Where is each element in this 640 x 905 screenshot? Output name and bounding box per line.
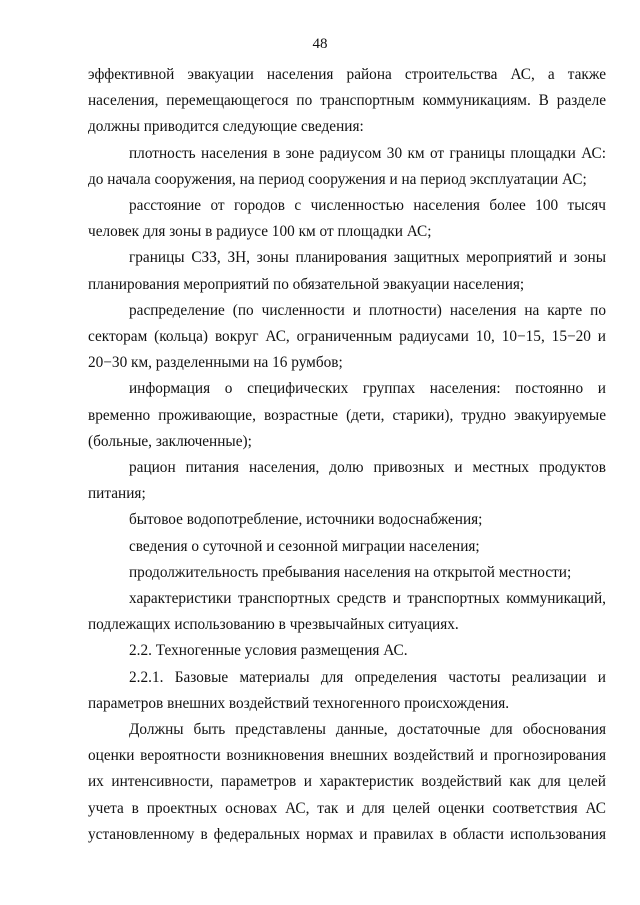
section-heading: 2.2. Техногенные условия размещения АС. bbox=[129, 642, 408, 660]
list-item: рацион питания населения, долю привозных и местных продуктов питания; bbox=[88, 459, 606, 503]
subsection-heading: 2.2.1. Базовые материалы для определения частоты реализации и параметров внешних воздействий техногенного происхождения. bbox=[88, 668, 606, 712]
list-item: сведения о суточной и сезонной миграции населения; bbox=[129, 537, 480, 555]
list-item: распределение (по численности и плотности) населения на карте по секторам (кольца) вокруг АС, ограниченным радиусами 10, 10−15, 15−20 и 20−30 км, разделенными на 16 румбов; bbox=[88, 301, 606, 372]
list-item: границы СЗЗ, ЗН, зоны планирования защитных мероприятий и зоны планирования мероприятий по обязательной эвакуации населения; bbox=[88, 249, 606, 293]
paragraph: эффективной эвакуации населения района строительства АС, а также населения, перемещающегося по транспортным коммуникациям. В разделе должны приводится следующие сведения: bbox=[88, 66, 606, 136]
list-item: бытовое водопотребление, источники водоснабжения; bbox=[129, 511, 483, 529]
list-item: характеристики транспортных средств и транспортных коммуникаций, подлежащих использованию в чрезвычайных ситуациях. bbox=[88, 590, 606, 634]
list-item: информация о специфических группах населения: постоянно и временно проживающие, возрастные (дети, старики), трудно эвакуируемые (больные, заключенные); bbox=[88, 380, 606, 450]
paragraph: Должны быть представлены данные, достаточные для обоснования оценки вероятности возникновения внешних воздействий и прогнозирования их интенсивности, параметров и характеристик воздействий как для целей учета в проектных основах АС, так и для целей оценки соответствия АС установленному в федеральных нормах и правилах в области использования bbox=[88, 721, 606, 843]
body-text bbox=[88, 62, 606, 848]
list-item: расстояние от городов с численностью населения более 100 тысяч человек для зоны в радиусе 100 км от площадки АС; bbox=[88, 197, 606, 241]
list-item: плотность населения в зоне радиусом 30 км от границы площадки АС: до начала сооружения, на период сооружения и на период эксплуатации АС; bbox=[88, 144, 606, 188]
page-number: 48 bbox=[312, 36, 328, 52]
list-item: продолжительность пребывания населения на открытой местности; bbox=[129, 563, 572, 581]
